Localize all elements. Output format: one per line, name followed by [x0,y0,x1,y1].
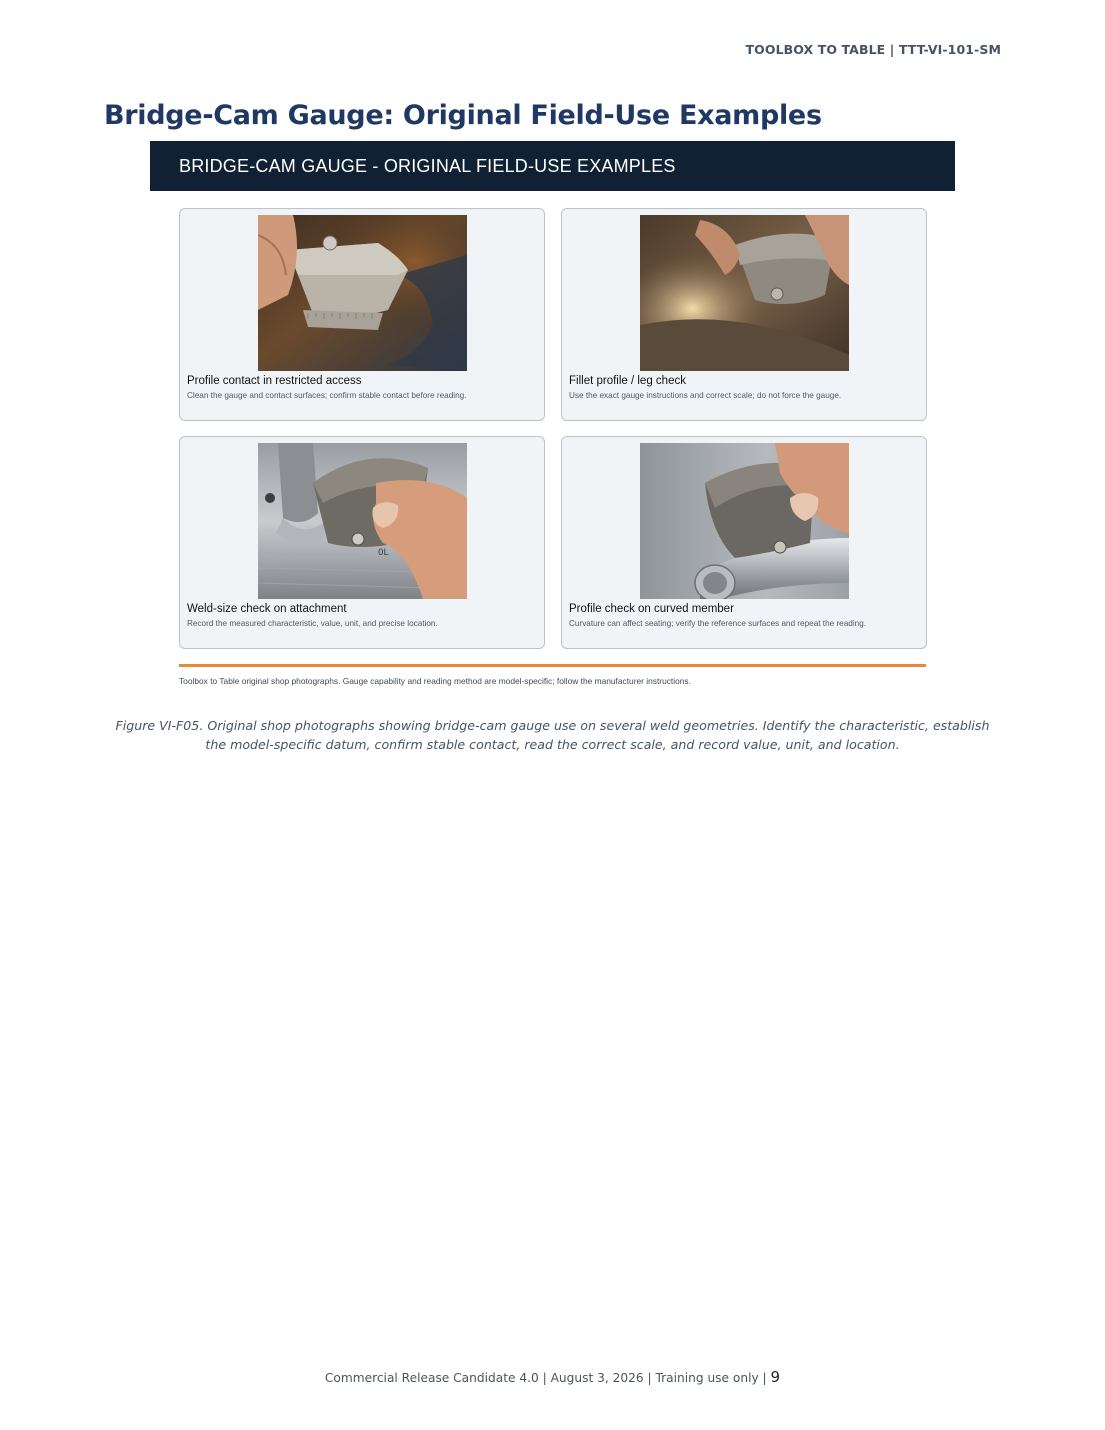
card-title: Profile contact in restricted access [187,375,362,387]
card-subtitle: Use the exact gauge instructions and correct scale; do not force the gauge. [569,391,842,400]
example-card-restricted-access [179,208,545,421]
running-head: TOOLBOX TO TABLE | TTT-VI-101-SM [745,42,1001,57]
card-title: Fillet profile / leg check [569,375,686,387]
photo-attachment-weld-image [258,443,467,599]
photo-curved-member-image [640,443,849,599]
example-card-fillet-leg-check [561,208,927,421]
page-title: Bridge-Cam Gauge: Original Field-Use Examples [104,100,822,131]
example-card-attachment-weld [179,436,545,649]
card-subtitle: Clean the gauge and contact surfaces; confirm stable contact before reading. [187,391,467,400]
svg-text:OL: OL [378,548,389,558]
figure-panel [150,141,955,696]
card-title: Weld-size check on attachment [187,603,347,615]
photo-fillet-leg-check [640,215,849,371]
card-subtitle: Curvature can affect seating; verify the reference surfaces and repeat the reading. [569,619,867,628]
page-number: 9 [770,1368,781,1386]
footer-text: Commercial Release Candidate 4.0 | August 3, 2026 | Training use only | [324,1371,771,1385]
card-title: Profile check on curved member [569,603,734,615]
figure-banner: BRIDGE-CAM GAUGE - ORIGINAL FIELD-USE EXAMPLES [150,141,955,191]
figure-caption: Figure VI-F05. Original shop photographs showing bridge-cam gauge use on several weld geometries. Identify the characteristic, establish the model-specific datum, confirm stable contact, read the correct scale, and record value, unit, and location. [115,718,990,752]
photo-restricted-access [258,215,467,371]
figure-footnote: Toolbox to Table original shop photographs. Gauge capability and reading method are model-specific; follow the manufacturer instructions. [179,676,691,686]
page-footer [0,1368,1105,1386]
photo-attachment-weld [258,443,467,599]
card-subtitle: Record the measured characteristic, value, unit, and precise location. [187,619,438,628]
photo-restricted-access-image [258,215,467,371]
accent-rule [179,664,926,667]
photo-fillet-leg-check-image [640,215,849,371]
photo-curved-member [640,443,849,599]
example-card-curved-member [561,436,927,649]
